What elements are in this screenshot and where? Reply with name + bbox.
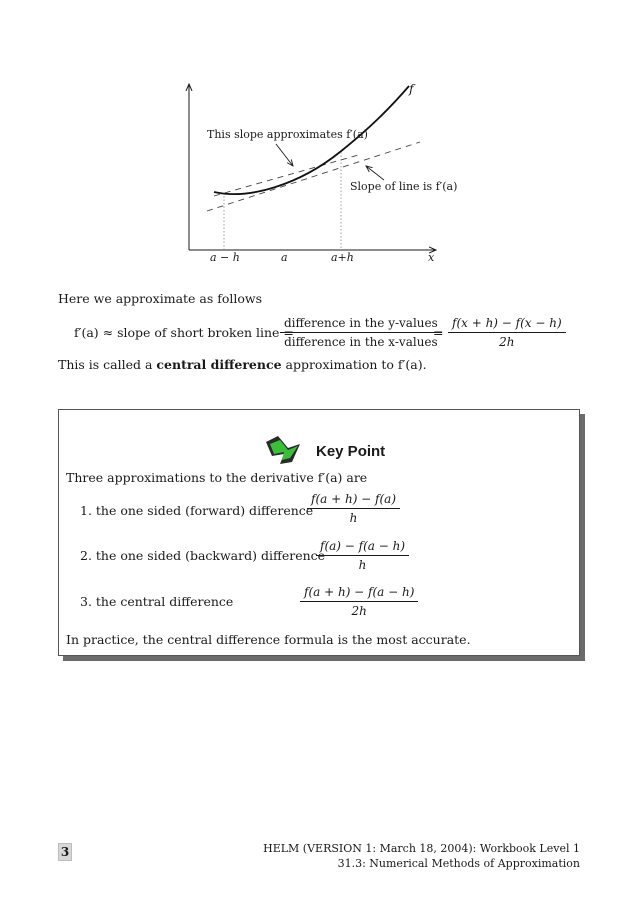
approx-item-1-formula (307, 492, 400, 525)
footer-line-1: HELM (VERSION 1: March 18, 2004): Workbook Level 1 (263, 842, 580, 855)
chord-line (214, 154, 362, 196)
key-point-conclusion: In practice, the central difference formula is the most accurate. (66, 632, 471, 647)
approx-item-3-label: 3. the central difference (80, 594, 234, 609)
approx-item-1-label: 1. the one sided (forward) difference (80, 503, 314, 518)
tangent-annotation: Slope of line is f′(a) (350, 180, 458, 193)
equation-lhs: f′(a) ≈ slope of short broken line = (74, 325, 294, 340)
footer-text (263, 842, 580, 872)
fraction-central (448, 316, 566, 349)
tick-label-a-plus-h: a+h (331, 251, 354, 264)
approx-item-3-num: f(a + h) − f(a − h) (300, 585, 418, 602)
approx-item-2-formula (316, 539, 409, 572)
fraction-differences (280, 316, 442, 349)
central-sentence-pre: This is called a (58, 357, 157, 372)
approx-item-2-label: 2. the one sided (backward) difference (80, 548, 326, 563)
x-axis-label: x (428, 251, 435, 264)
approx-item-1-num: f(a + h) − f(a) (307, 492, 400, 509)
central-difference-sentence (58, 357, 427, 372)
tick-label-a-minus-h: a − h (210, 251, 240, 264)
approx-item-2-num: f(a) − f(a − h) (316, 539, 409, 556)
equation-equals: = (433, 325, 444, 340)
approx-item-3-den: 2h (351, 604, 367, 618)
fraction-differences-den: difference in the x-values (284, 335, 438, 349)
derivative-diagram (0, 0, 638, 290)
tick-label-a: a (281, 251, 288, 264)
footer-line-2: 31.3: Numerical Methods of Approximation (337, 856, 580, 870)
fraction-central-den: 2h (499, 335, 515, 349)
tangent-pointer (366, 166, 384, 180)
intro-text: Here we approximate as follows (58, 291, 263, 306)
chord-pointer (276, 144, 293, 166)
central-sentence-bold: central difference (156, 357, 282, 372)
curve-label: f (409, 81, 414, 96)
chord-annotation: This slope approximates f′(a) (207, 128, 368, 141)
approx-item-2-den: h (358, 558, 367, 572)
fraction-differences-num: difference in the y-values (280, 316, 442, 333)
tangent-line (207, 142, 420, 211)
key-point-intro: Three approximations to the derivative f′(a) are (66, 470, 368, 485)
page-number: 3 (58, 843, 72, 861)
approx-item-3-formula (300, 585, 418, 618)
key-point-title: Key Point (316, 443, 386, 460)
key-point-icon (262, 432, 306, 468)
approx-item-1-den: h (349, 511, 358, 525)
fraction-central-num: f(x + h) − f(x − h) (448, 316, 566, 333)
central-sentence-post: approximation to f′(a). (281, 357, 427, 372)
